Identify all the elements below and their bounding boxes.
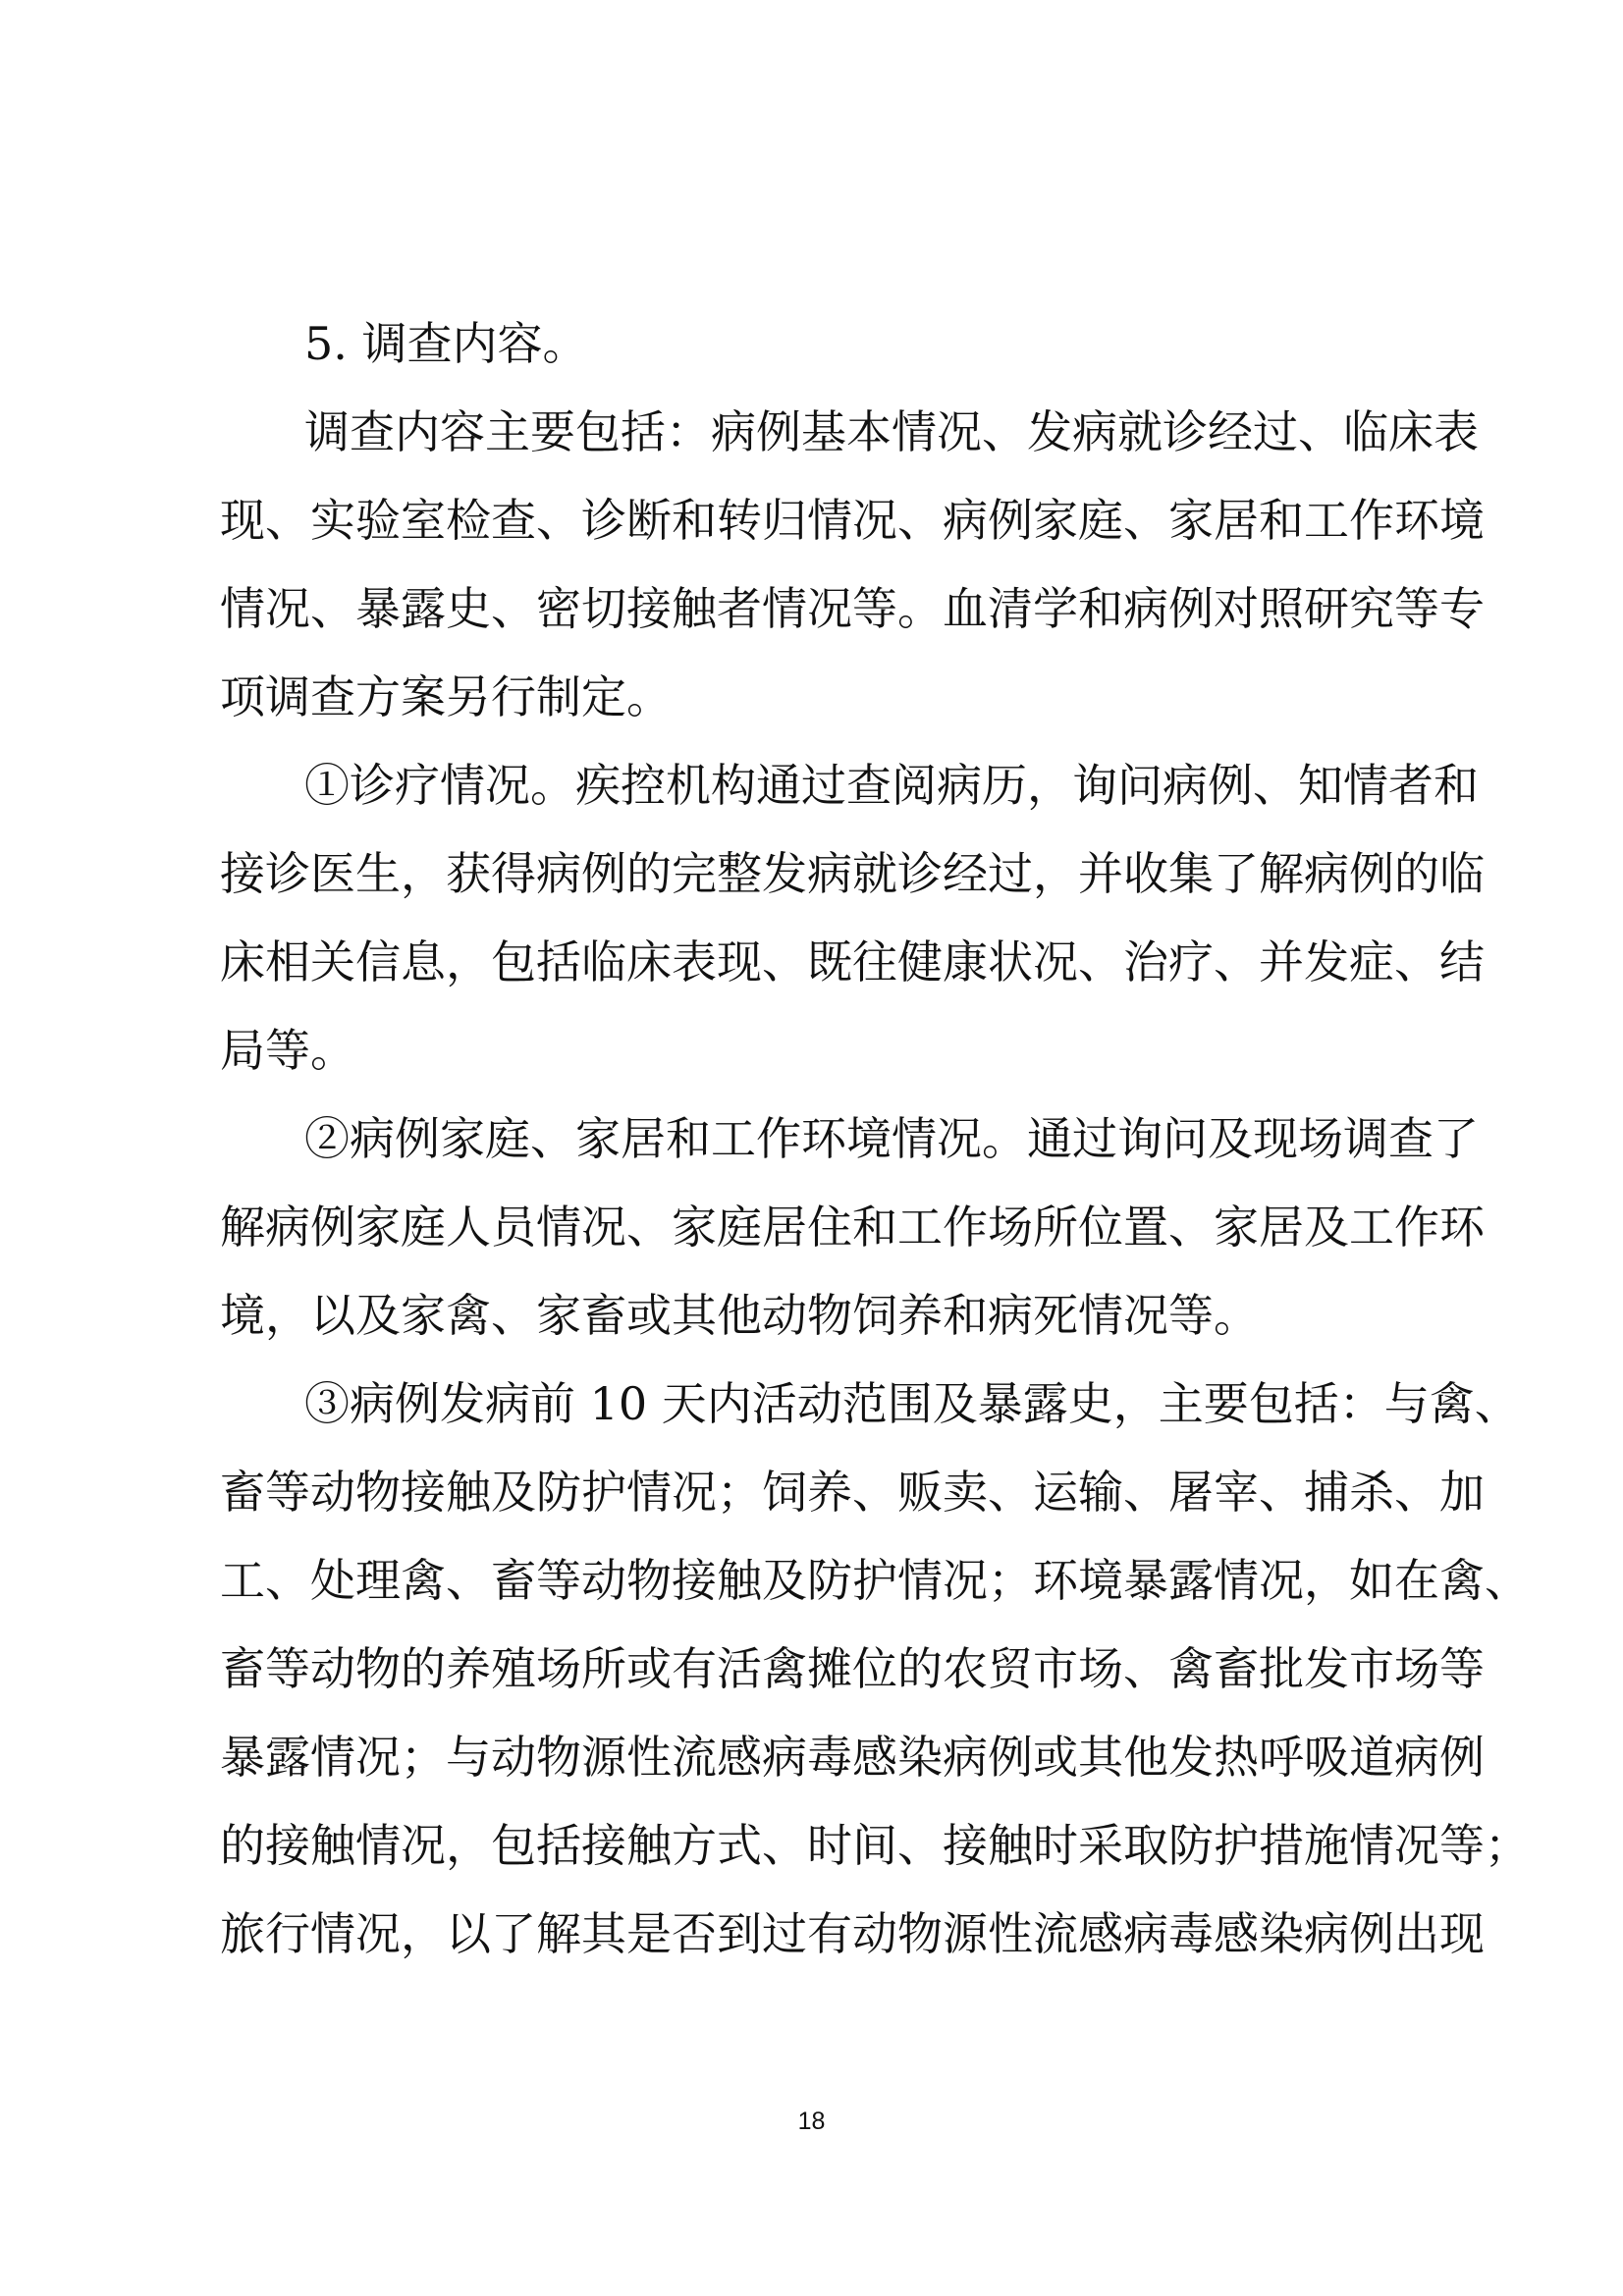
paragraph-line: ②病例家庭、家居和工作环境情况。通过询问及现场调查了 <box>304 1112 1479 1165</box>
paragraph-line: 调查内容主要包括：病例基本情况、发病就诊经过、临床表 <box>304 405 1479 458</box>
paragraph-line: ③病例发病前 10 天内活动范围及暴露史，主要包括：与禽、 <box>304 1377 1520 1430</box>
paragraph-line: 床相关信息，包括临床表现、既往健康状况、治疗、并发症、结 <box>220 935 1485 988</box>
paragraph-line: 项调查方案另行制定。 <box>220 670 672 723</box>
paragraph-line: 情况、暴露史、密切接触者情况等。血清学和病例对照研究等专 <box>220 582 1485 635</box>
paragraph-line: 暴露情况；与动物源性流感病毒感染病例或其他发热呼吸道病例 <box>220 1731 1485 1784</box>
section-heading: 5. 调查内容。 <box>304 317 588 370</box>
page-number: 18 <box>797 2108 826 2135</box>
paragraph-line: 旅行情况，以了解其是否到过有动物源性流感病毒感染病例出现 <box>220 1907 1485 1960</box>
paragraph-line: 局等。 <box>220 1024 355 1077</box>
paragraph-line: 解病例家庭人员情况、家庭居住和工作场所位置、家居及工作环 <box>220 1201 1485 1254</box>
paragraph-line: 现、实验室检查、诊断和转归情况、病例家庭、家居和工作环境 <box>220 494 1485 547</box>
paragraph-line: 畜等动物的养殖场所或有活禽摊位的农贸市场、禽畜批发市场等 <box>220 1642 1485 1695</box>
paragraph-line: 畜等动物接触及防护情况；饲养、贩卖、运输、屠宰、捕杀、加 <box>220 1466 1485 1519</box>
paragraph-line: 的接触情况，包括接触方式、时间、接触时采取防护措施情况等； <box>220 1819 1530 1872</box>
paragraph-line: ①诊疗情况。疾控机构通过查阅病历，询问病例、知情者和 <box>304 759 1479 812</box>
paragraph-line: 接诊医生，获得病例的完整发病就诊经过，并收集了解病例的临 <box>220 847 1485 900</box>
paragraph-line: 境，以及家禽、家畜或其他动物饲养和病死情况等。 <box>220 1289 1259 1342</box>
paragraph-line: 工、处理禽、畜等动物接触及防护情况；环境暴露情况，如在禽、 <box>220 1554 1530 1607</box>
